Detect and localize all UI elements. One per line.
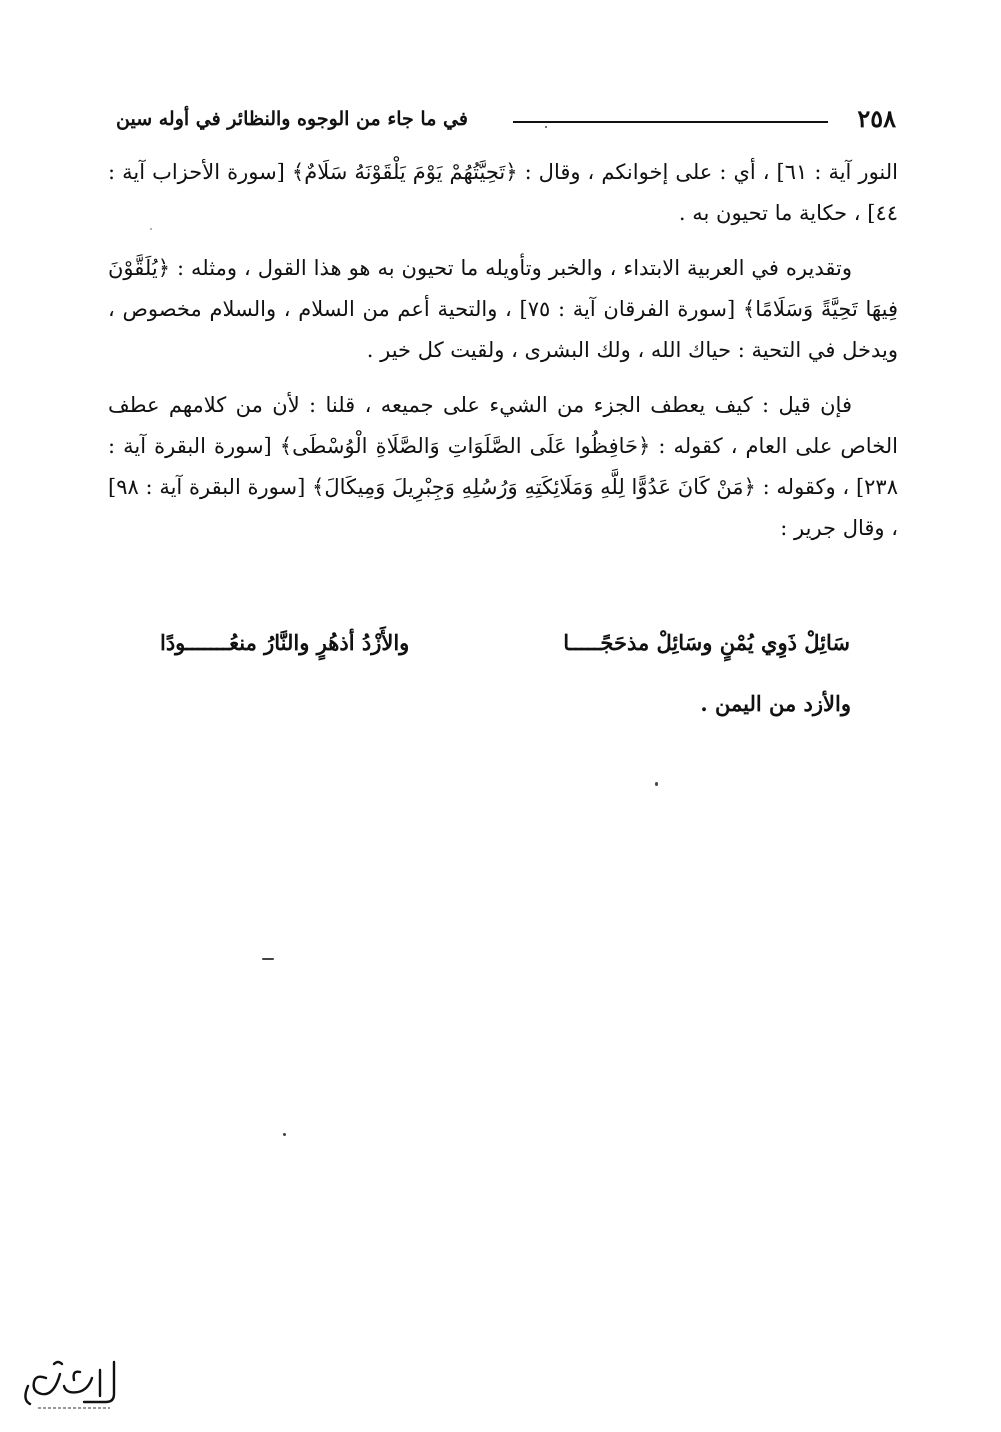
ink-speck: [262, 958, 274, 960]
page-number: ٢٥٨: [857, 104, 896, 133]
header-rule: [513, 121, 828, 123]
verse-first-hemistich: سَائِلْ ذَوِي يُمْنٍ وسَائِلْ مذحَجًـــــا: [563, 630, 850, 655]
verse-second-hemistich: والأَزْدُ أذهُرٍ والنَّارُ منعُـــــــودًا: [160, 630, 410, 655]
publisher-logo: [14, 1356, 124, 1416]
paragraph-continuation: النور آية : ٦١] ، أي : على إخوانكم ، وقال : ﴿تَحِيَّتُهُمْ يَوْمَ يَلْقَوْنَهُ سَلَامٌ﴾ [سورة الأحزاب آية : ٤٤] ، حكاية ما تحيون به .: [108, 160, 898, 225]
poetry-verse: [160, 624, 850, 668]
body-text: [108, 152, 898, 563]
ink-speck: [150, 228, 152, 230]
paragraph-question: فإن قيل : كيف يعطف الجزء من الشيء على جميعه ، قلنا : لأن من كلامهم عطف الخاص على العام ، كقوله : ﴿حَافِظُوا عَلَى الصَّلَوَاتِ وَالصَّلَاةِ الْوُسْطَى﴾ [سورة البقرة آية : ٢٣٨] ، وكقوله : ﴿مَنْ كَانَ عَدُوًّا لِلَّهِ وَمَلَائِكَتِهِ وَرُسُلِهِ وَجِبْرِيلَ وَمِيكَالَ﴾ [سورة البقرة آية : ٩٨] ، وقال جرير :: [108, 393, 898, 540]
page-header: [108, 104, 898, 144]
running-title: في ما جاء من الوجوه والنظائر في أوله سين: [116, 108, 468, 130]
ink-speck: [283, 1133, 286, 1136]
verse-gloss: والأزد من اليمن .: [700, 691, 851, 716]
ink-speck: [545, 126, 547, 128]
paragraph-explanation: وتقديره في العربية الابتداء ، والخبر وتأويله ما تحيون به هو هذا القول ، ومثله : ﴿يُلَقَّوْنَ فِيهَا تَحِيَّةً وَسَلَامًا﴾ [سورة الفرقان آية : ٧٥] ، والتحية أعم من السلام ، والسلام مخصوص ، ويدخل في التحية : حياك الله ، ولك البشرى ، ولقيت كل خير .: [108, 256, 898, 362]
ink-speck: [655, 782, 658, 786]
